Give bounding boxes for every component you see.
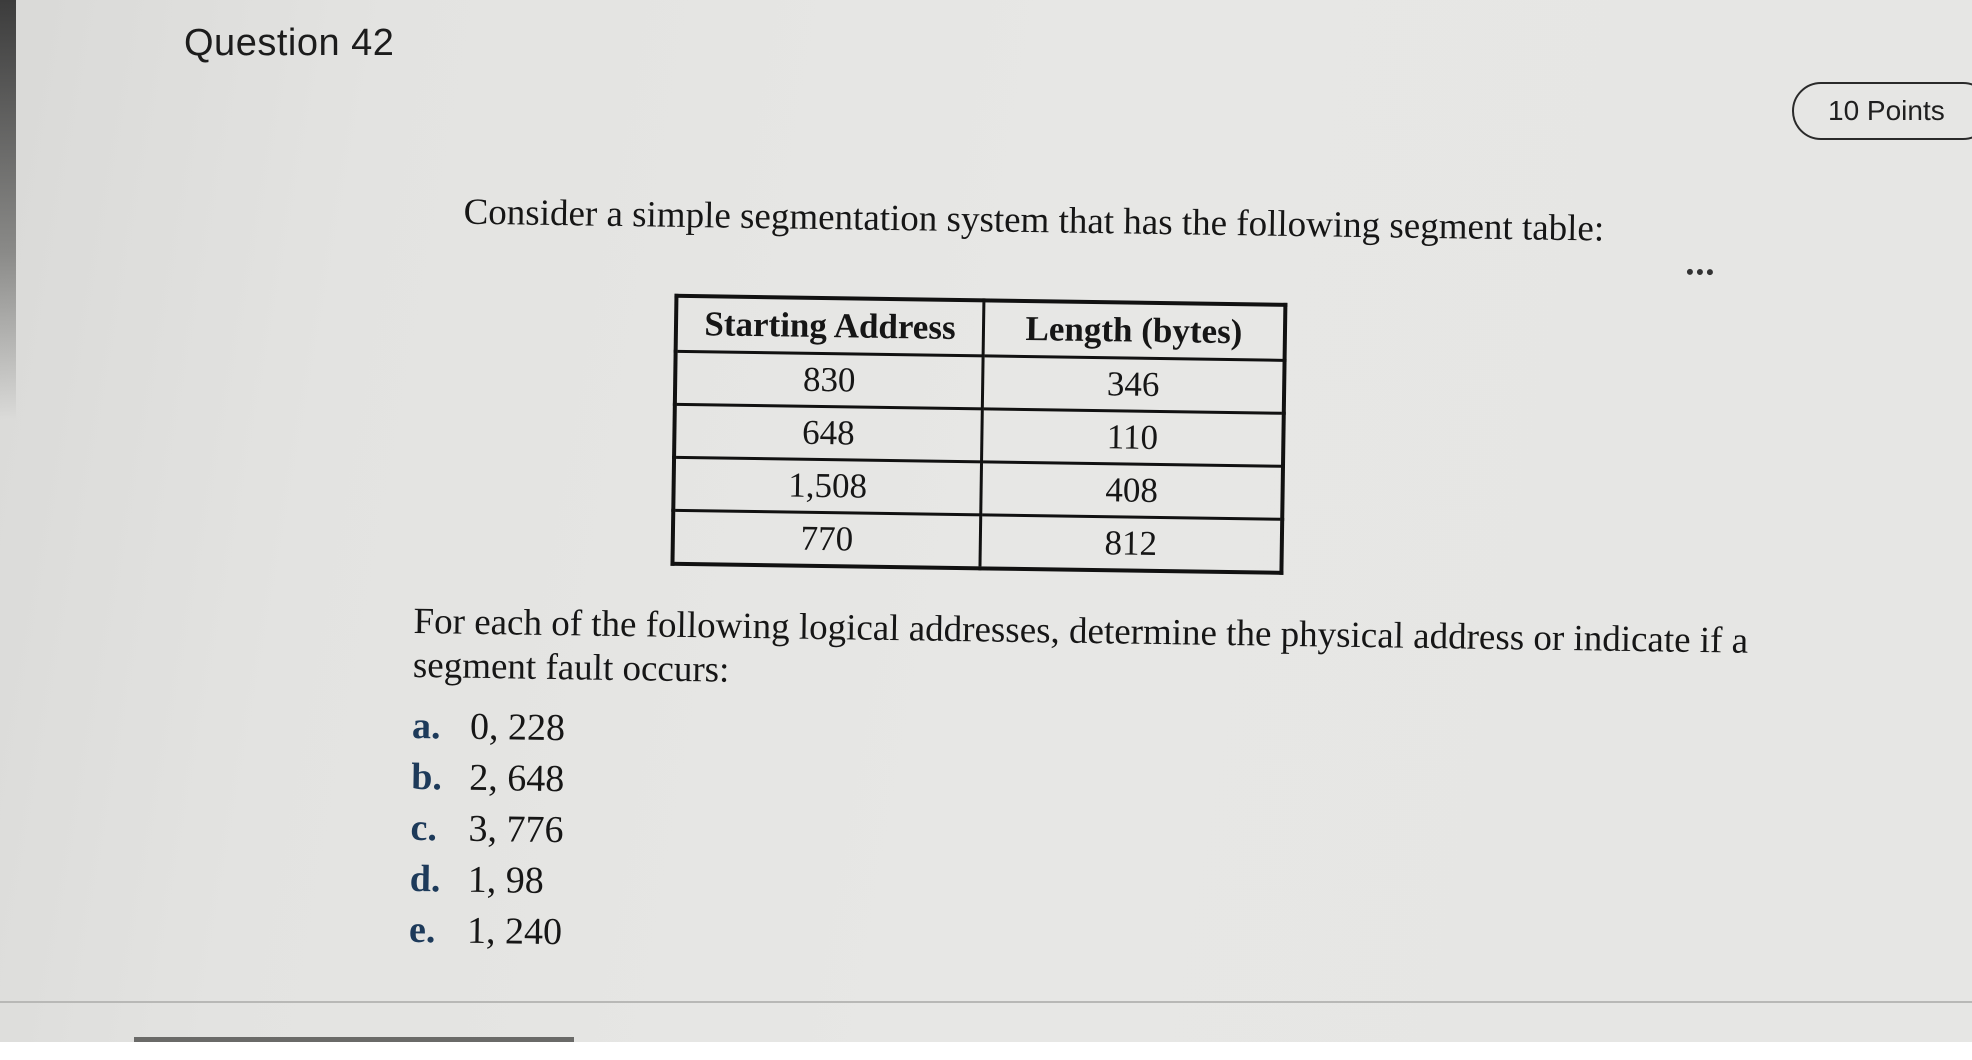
item-value: 1, 98	[467, 858, 545, 902]
item-value: 2, 648	[468, 756, 565, 800]
item-letter: c.	[410, 806, 438, 849]
list-item	[409, 853, 563, 906]
column-header-starting-address: Starting Address	[676, 296, 984, 356]
table-header-row	[676, 296, 1286, 361]
list-item	[412, 700, 566, 753]
points-badge: 10 Points	[1792, 82, 1972, 140]
question-image	[409, 190, 1800, 980]
item-letter: a.	[411, 704, 441, 747]
item-letter: d.	[409, 857, 441, 900]
divider	[0, 1001, 1972, 1003]
screen-edge	[0, 0, 16, 420]
length-cell: 110	[982, 409, 1284, 466]
length-cell: 346	[982, 356, 1284, 413]
list-item	[411, 751, 565, 804]
logical-address-list	[409, 700, 566, 957]
question-followup: For each of the following logical addresses, determine the physical address or indicate if a segment fault occurs:	[412, 600, 1749, 691]
bottom-bar	[134, 1037, 574, 1042]
table-row	[673, 457, 1283, 519]
item-letter: b.	[410, 755, 443, 798]
question-intro: Consider a simple segmentation system that has the following segment table:	[463, 191, 1605, 250]
item-value: 1, 240	[466, 909, 563, 953]
table-row	[672, 510, 1282, 573]
item-letter: e.	[408, 908, 436, 951]
more-horizontal-icon[interactable]	[1687, 269, 1713, 275]
item-value: 3, 776	[468, 807, 564, 851]
segment-table	[670, 294, 1287, 575]
table-row	[675, 351, 1285, 413]
starting-address-cell: 770	[672, 510, 980, 568]
item-value: 0, 228	[469, 705, 566, 749]
question-title: Question 42	[184, 22, 395, 64]
length-cell: 408	[981, 462, 1283, 519]
starting-address-cell: 1,508	[673, 457, 981, 515]
list-item	[409, 904, 563, 957]
table-row	[674, 404, 1284, 466]
starting-address-cell: 648	[674, 404, 982, 462]
starting-address-cell: 830	[675, 351, 983, 409]
column-header-length: Length (bytes)	[983, 300, 1285, 360]
length-cell: 812	[980, 515, 1282, 573]
list-item	[410, 802, 564, 855]
